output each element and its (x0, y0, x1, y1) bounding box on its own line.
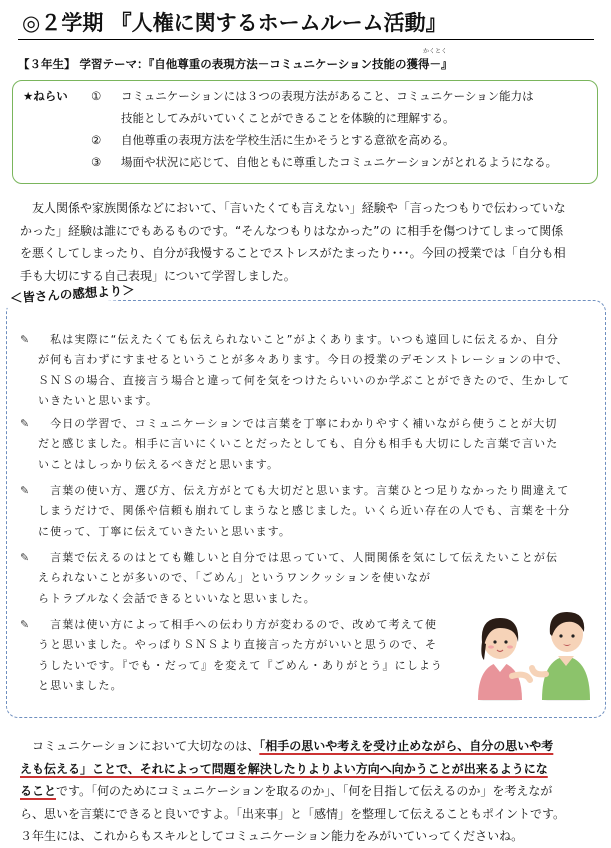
pencil-icon: ✎ (20, 551, 30, 564)
intro-line: 手も大切にする自己表現」について学習しました。 (20, 268, 296, 283)
aims-box (12, 80, 598, 184)
title-underline (18, 39, 594, 40)
impression-item-3: ✎ 言葉の使い方、選び方、伝え方がとても大切だと思います。言葉ひとつ足りなかったり間違えて しまうだけで、関係や信頼も崩れてしまうなと感じました。いくら近い存在の人でも、言葉を十分 に使って、丁寧に伝えていきたいと思います。 (20, 481, 570, 542)
aim-3-line-1: 場面や状況に応じて、自他ともに尊重したコミュニケーションがとれるようになる。 (121, 155, 558, 169)
impression-item-4: ✎ 言葉で伝えるのはとても難しいと自分では思っていて、人間関係を気にして伝えたいことが伝 えられないことが多いので、「ごめん」というワンクッションを使いなが らトラブルなく会話できるといいなと思いました。 (20, 548, 558, 609)
intro-line: 友人関係や家族関係などにおいて、「言いたくても言えない」経験や「言ったつもりで伝わっていな (32, 201, 566, 215)
two-students-talking-illustration (470, 596, 600, 701)
aim-2-number: ② (91, 133, 102, 147)
aim-2-line-1: 自他尊重の表現方法を学校生活に生かそうとする意欲を高める。 (121, 133, 455, 147)
impression-item-5: ✎ 言葉は使い方によって相手への伝わり方が変わるので、改めて考えて使 うと思いました。やっぱりＳＮＳより直接言った方がいいと思うので、そ うしたいです。『でも・だって』を変えて『ごめん・ありがとう』にしよう と思いました。 (20, 615, 443, 696)
highlight-text: 「相手の思いや考えを受け止めながら、自分の思いや考 (259, 739, 554, 753)
highlight-text: ること (20, 784, 57, 799)
learning-theme: 【３年生】 学習テーマ：『自他尊重の表現方法－コミュニケーション技能の獲得－』 (18, 57, 453, 71)
aim-1-line-1: コミュニケーションには３つの表現方法があること、コミュニケーション能力は (121, 89, 534, 103)
aim-1-number: ① (91, 89, 102, 103)
intro-line: かった」経験は誰にでもあるものです。“そんなつもりはなかった”の に相手を傷つけてしまって関係 (20, 223, 564, 238)
aims-label: ★ねらい (23, 89, 68, 103)
ruby-kakutoku: かくとく (423, 48, 448, 55)
pencil-icon: ✎ (20, 417, 30, 430)
page-title: ◎２学期 『人権に関するホームルーム活動』 (22, 11, 447, 35)
pencil-icon: ✎ (20, 333, 30, 346)
intro-line: を悪くしてしまったり、自分が我慢することでストレスがたまったり･･･。今回の授業では「自分も相 (20, 246, 566, 260)
aim-1-line-2: 技能としてみがいていくことができることを体験的に理解する。 (121, 111, 455, 125)
impressions-title: ＜皆さんの感想より＞ (5, 281, 139, 308)
pencil-icon: ✎ (20, 484, 30, 497)
impression-item-2: ✎ 今日の学習で、コミュニケーションでは言葉を丁寧にわかりやすく補いながら使うことが大切 だと感じました。相手に言いにくいことだったとしても、自分も相手も大切にした言葉で言いた いことはしっかり伝えるべきだと思います。 (20, 414, 558, 475)
pencil-icon: ✎ (20, 618, 30, 631)
closing-paragraph: コミュニケーションにおいて大切なのは、「相手の思いや考えを受け止めながら、自分の思いや考 えも伝える」ことで、それによって問題を解決したりよりよい方向へ向かうことが出来るようにな ることです。「何のためにコミュニケーションを取るのか」、「何を目指して伝えるのか」を考えなが ら、思いを言葉にできると良いですよ。「出来事」と「感情」を整理して伝えることもポイントです。 ３年生には、これからもスキルとしてコミュニケーション能力をみがいていってくださいね。 (20, 739, 566, 844)
highlight-text: えも伝える」ことで、それによって問題を解決したりよりよい方向へ向かうことが出来るようにな (20, 761, 548, 776)
aim-3-number: ③ (91, 155, 102, 169)
intro-paragraph (20, 197, 595, 287)
impression-item-1: ✎ 私は実際に“伝えたくても伝えられないこと”がよくあります。いつも遠回しに伝えるか、自分 が何も言わずにすませるということが多々あります。今日の授業のデモンストレーションの中で、 ＳＮＳの場合、直接言う場合と違って何を気をつけたらいいのか学ぶことができたので、生かして いきたいと思います。 (20, 330, 570, 411)
